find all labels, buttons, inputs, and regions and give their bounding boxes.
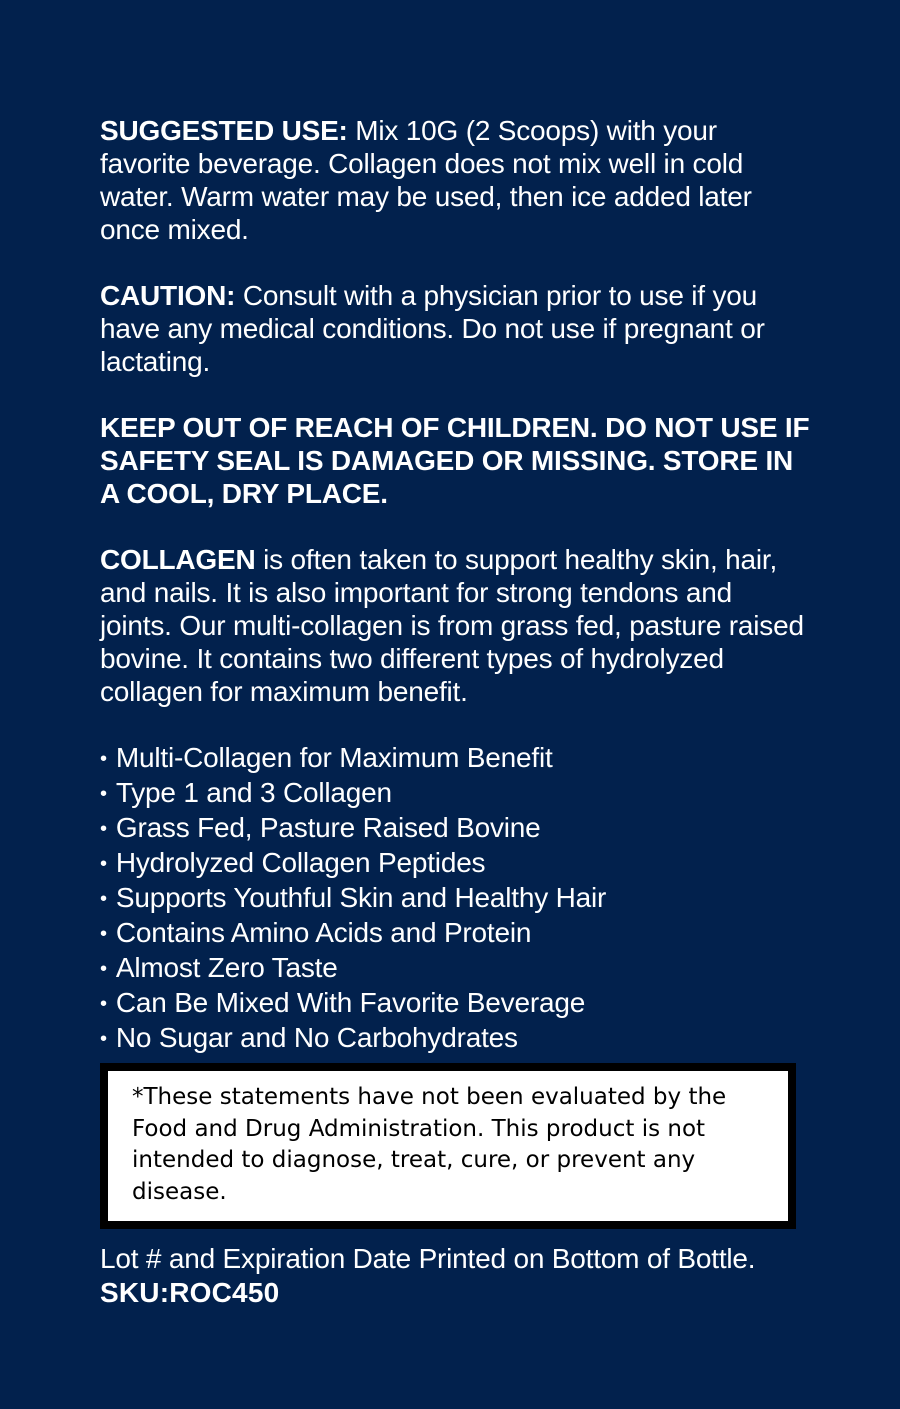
list-item-label: No Sugar and No Carbohydrates — [115, 1022, 518, 1053]
list-item — [100, 846, 810, 881]
bullet-icon: • — [100, 993, 107, 1015]
bullet-icon: • — [100, 748, 107, 770]
keep-out-of-reach-warning: KEEP OUT OF REACH OF CHILDREN. DO NOT USE IF SAFETY SEAL IS DAMAGED OR MISSING. STORE IN A COOL, DRY PLACE. — [100, 412, 810, 509]
suggested-use-body: Mix 10G (2 Scoops) with your favorite beverage. Collagen does not mix well in cold water. Warm water may be used, then ice added later once mixed. — [100, 115, 752, 245]
list-item-label: Contains Amino Acids and Protein — [115, 917, 532, 948]
list-item — [100, 811, 810, 846]
bullet-icon: • — [100, 1028, 107, 1050]
benefit-bullet-list — [100, 741, 810, 1056]
collagen-body: is often taken to support healthy skin, hair, and nails. It is also important for strong tendons and joints. Our multi-collagen is from grass fed, pasture raised bovine. It contains two different types of hydrolyzed collagen for maximum benefit. — [100, 544, 804, 707]
bullet-icon: • — [100, 853, 107, 875]
list-item — [100, 951, 810, 986]
sku-line: SKU:ROC450 — [100, 1277, 280, 1308]
caution-heading: CAUTION: — [100, 280, 236, 311]
list-item-label: Supports Youthful Skin and Healthy Hair — [115, 882, 607, 913]
bullet-icon: • — [100, 818, 107, 840]
list-item-label: Hydrolyzed Collagen Peptides — [115, 847, 486, 878]
caution-paragraph — [100, 279, 810, 378]
bullet-icon: • — [100, 888, 107, 910]
fda-disclaimer-box — [100, 1063, 796, 1229]
list-item — [100, 881, 810, 916]
list-item — [100, 741, 810, 776]
list-item-label: Multi-Collagen for Maximum Benefit — [115, 742, 553, 773]
bullet-icon: • — [100, 958, 107, 980]
list-item-label: Can Be Mixed With Favorite Beverage — [115, 987, 586, 1018]
suggested-use-heading: SUGGESTED USE: — [100, 115, 348, 146]
bullet-icon: • — [100, 923, 107, 945]
lot-expiration-line: Lot # and Expiration Date Printed on Bottom of Bottle. — [100, 1243, 756, 1274]
list-item-label: Almost Zero Taste — [115, 952, 338, 983]
collagen-description-paragraph — [100, 543, 810, 708]
collagen-heading: COLLAGEN — [100, 544, 256, 575]
list-item-label: Grass Fed, Pasture Raised Bovine — [115, 812, 541, 843]
list-item-label: Type 1 and 3 Collagen — [115, 777, 392, 808]
list-item — [100, 776, 810, 811]
bullet-icon: • — [100, 783, 107, 805]
list-item — [100, 916, 810, 951]
list-item — [100, 986, 810, 1021]
suggested-use-paragraph — [100, 114, 810, 246]
fda-disclaimer-text: *These statements have not been evaluated by the Food and Drug Administration. This product is not intended to diagnose, treat, cure, or prevent any disease. — [132, 1084, 727, 1205]
list-item — [100, 1021, 810, 1056]
caution-body: Consult with a physician prior to use if you have any medical conditions. Do not use if pregnant or lactating. — [100, 280, 765, 377]
